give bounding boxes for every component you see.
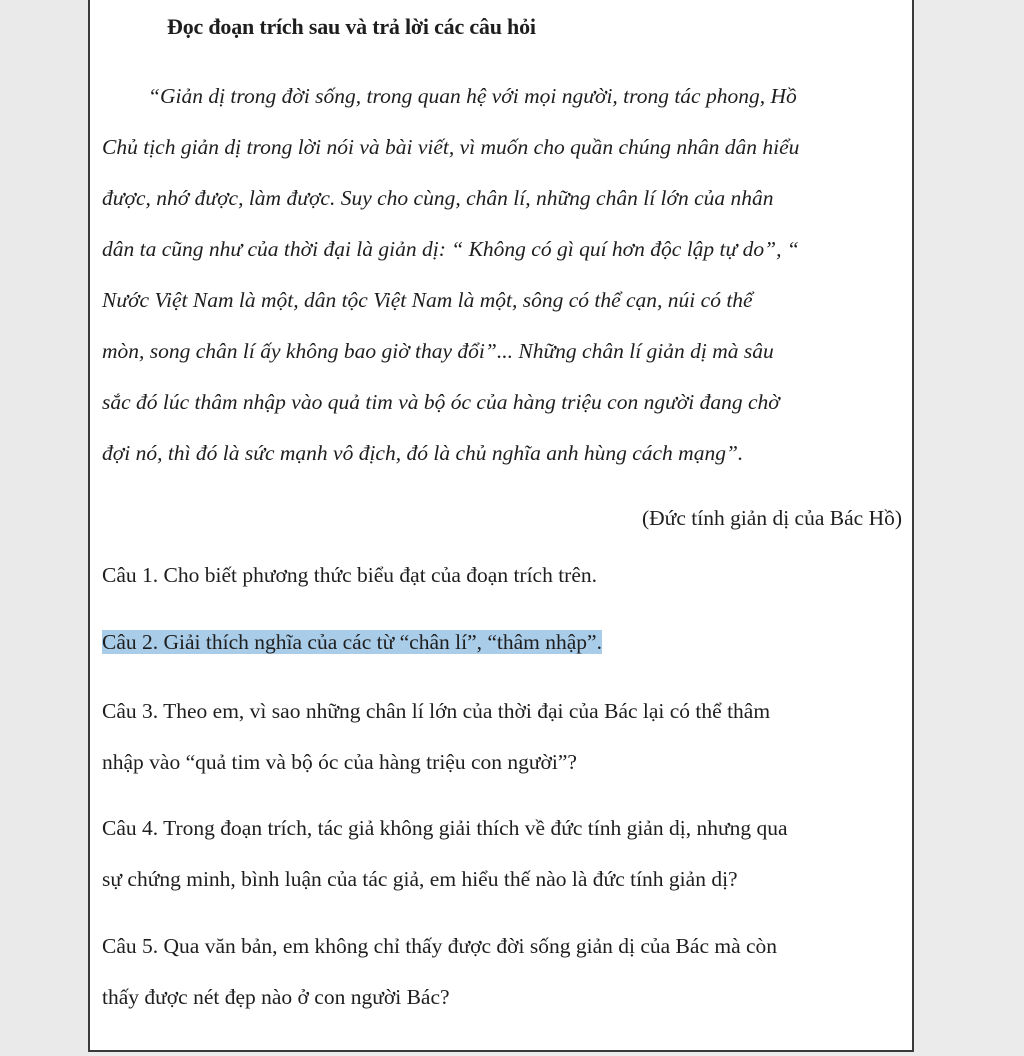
passage-source: (Đức tính giản dị của Bác Hồ): [641, 506, 902, 530]
question-3: [102, 686, 770, 788]
question-line: sự chứng minh, bình luận của tác giả, em hiểu thế nào là đức tính giản dị?: [102, 867, 738, 891]
question-line: Câu 1. Cho biết phương thức biểu đạt của đoạn trích trên.: [102, 563, 598, 587]
question-2: [102, 617, 602, 668]
passage-line: sắc đó lúc thâm nhập vào quả tim và bộ óc của hàng triệu con người đang chờ: [102, 390, 780, 414]
left-margin-background: [0, 0, 88, 1056]
passage-line: dân ta cũng như của thời đại là giản dị: “ Không có gì quí hơn độc lập tự do”, “: [102, 237, 799, 261]
question-line: thấy được nét đẹp nào ở con người Bác?: [102, 985, 450, 1009]
passage: [102, 71, 904, 479]
passage-line: được, nhớ được, làm được. Suy cho cùng, chân lí, những chân lí lớn của nhân: [102, 186, 774, 210]
selection-highlight[interactable]: Câu 2. Giải thích nghĩa của các từ “chân lí”, “thâm nhập”.: [102, 630, 602, 654]
passage-line: mòn, song chân lí ấy không bao giờ thay đổi”... Những chân lí giản dị mà sâu: [102, 339, 774, 363]
question-line: nhập vào “quả tim và bộ óc của hàng triệu con người”?: [102, 750, 577, 774]
passage-line: “Giản dị trong đời sống, trong quan hệ với mọi người, trong tác phong, Hồ: [148, 84, 797, 108]
passage-line: Nước Việt Nam là một, dân tộc Việt Nam là một, sông có thể cạn, núi có thể: [102, 288, 753, 312]
question-line: Câu 5. Qua văn bản, em không chỉ thấy được đời sống giản dị của Bác mà còn: [102, 934, 778, 958]
question-1: [102, 550, 597, 601]
document-title: Đọc đoạn trích sau và trả lời các câu hỏi: [167, 14, 536, 39]
question-line: [102, 617, 602, 668]
document-page: [88, 0, 914, 1052]
passage-line: đợi nó, thì đó là sức mạnh vô địch, đó là chủ nghĩa anh hùng cách mạng”.: [102, 441, 744, 465]
question-line: Câu 3. Theo em, vì sao những chân lí lớn của thời đại của Bác lại có thể thâm: [102, 699, 771, 723]
question-5: [102, 921, 777, 1023]
right-margin-background: [914, 0, 1024, 1056]
question-line: Câu 4. Trong đoạn trích, tác giả không giải thích về đức tính giản dị, nhưng qua: [102, 816, 788, 840]
question-4: [102, 803, 788, 905]
passage-line: Chủ tịch giản dị trong lời nói và bài viết, vì muốn cho quần chúng nhân dân hiểu: [102, 135, 800, 159]
